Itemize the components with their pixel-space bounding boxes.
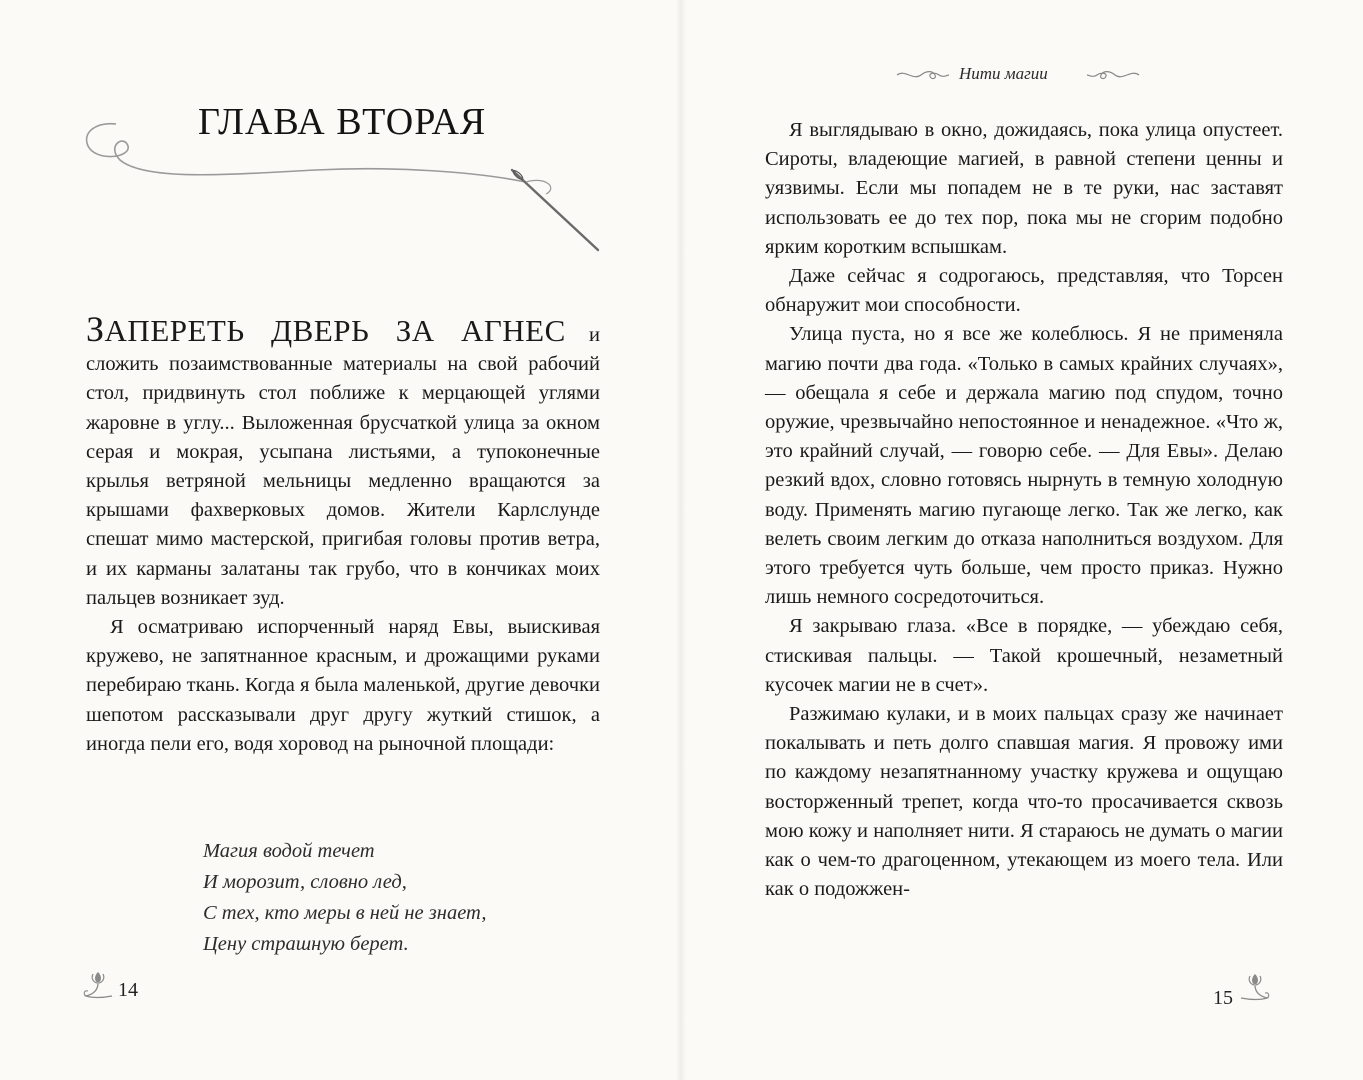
- dropcap-lead: [86, 309, 566, 349]
- left-page: [0, 0, 681, 1080]
- chapter-title: ГЛАВА ВТОРАЯ: [198, 101, 487, 143]
- paragraph: [86, 309, 600, 613]
- left-body-text: [86, 309, 600, 759]
- paragraph: Улица пуста, но я все же колеблюсь. Я не применяла магию почти два года. «Только в самых крайних случаях», — обещала я себе и держала магию под спудом, точно оружие, чрезвычайно непостоянное и ненадежное. «Что ж, это крайний случай, — говорю себе. — Для Евы». Делаю резкий вдох, словно готовясь нырнуть в темную холодную воду. Применять магию пугающе легко. Так же легко, как велеть своим легким до отказа наполниться воздухом. Для этого требуется чуть больше, чем просто приказ. Нужно лишь немного сосредоточиться.: [765, 323, 1283, 609]
- paragraph: Я осматриваю испорченный наряд Евы, выискивая кружево, не запятнанное красным, и дрожащими руками перебираю ткань. Когда я была маленькой, другие девочки шепотом рассказывали друг другу жуткий стишок, а иногда пели его, водя хоровод на рыночной площади:: [86, 616, 600, 755]
- right-page: [681, 0, 1363, 1080]
- paragraph: Разжимаю кулаки, и в моих пальцах сразу же начинает покалывать и петь долго спавшая магия. Я провожу ими по каждому незапятнанному участку кружева и ощущаю восторженный трепет, когда что-то просачивается сквозь мою кожу и наполняет нити. Я стараюсь не думать о магии как о чем-то драгоценном, утекающем из моего тела. Или как о подожжен-: [765, 703, 1283, 901]
- right-body-text: [765, 116, 1283, 904]
- dropcap-rest: АПЕРЕТЬ ДВЕРЬ ЗА АГНЕС: [104, 313, 566, 348]
- running-head: Нити магии: [959, 64, 1048, 83]
- dropcap-letter: З: [86, 309, 105, 349]
- scroll-ornament-icon: [895, 67, 951, 83]
- poem-line: Магия водой течет: [203, 840, 375, 862]
- tulip-flourish-icon: [1237, 970, 1273, 1006]
- page-number: 15: [1213, 987, 1233, 1009]
- poem: [203, 836, 486, 960]
- tulip-flourish-icon: [80, 968, 116, 1004]
- paragraph: Я закрываю глаза. «Все в порядке, — убеждаю себя, стискивая пальцы. — Такой крошечный, незаметный кусочек магии не в счет».: [765, 615, 1283, 696]
- scroll-ornament-icon: [1085, 67, 1141, 83]
- paragraph: Я выглядываю в окно, дожидаясь, пока улица опустеет. Сироты, владеющие магией, в равной степени ценны и уязвимы. Если мы попадем не в те руки, нас заставят использовать ее до тех пор, пока мы не сгорим подобно ярким коротким вспышкам.: [765, 119, 1283, 258]
- page-number: 14: [118, 979, 138, 1001]
- poem-line: С тех, кто меры в ней не знает,: [203, 902, 487, 924]
- poem-line: И морозит, словно лед,: [203, 871, 407, 893]
- paragraph: Даже сейчас я содрогаюсь, представляя, что Торсен обнаружит мои способности.: [765, 265, 1283, 317]
- poem-line: Цену страшную берет.: [203, 933, 409, 955]
- paragraph-text: и сложить позаимствованные материалы на свой рабочий стол, придвинуть стол поближе к мерцающей углями жаровне в углу... Выложенная брусчаткой улица за окном серая и мокрая, усыпана листьями, а тупоконечные крылья ветряной мельницы медленно вращаются за крышами фахверковых домов. Жители Карлслунде спешат мимо мастерской, пригибая головы против ветра, и их карманы залатаны так грубо, что в кончиках моих пальцев возникает зуд.: [86, 324, 600, 609]
